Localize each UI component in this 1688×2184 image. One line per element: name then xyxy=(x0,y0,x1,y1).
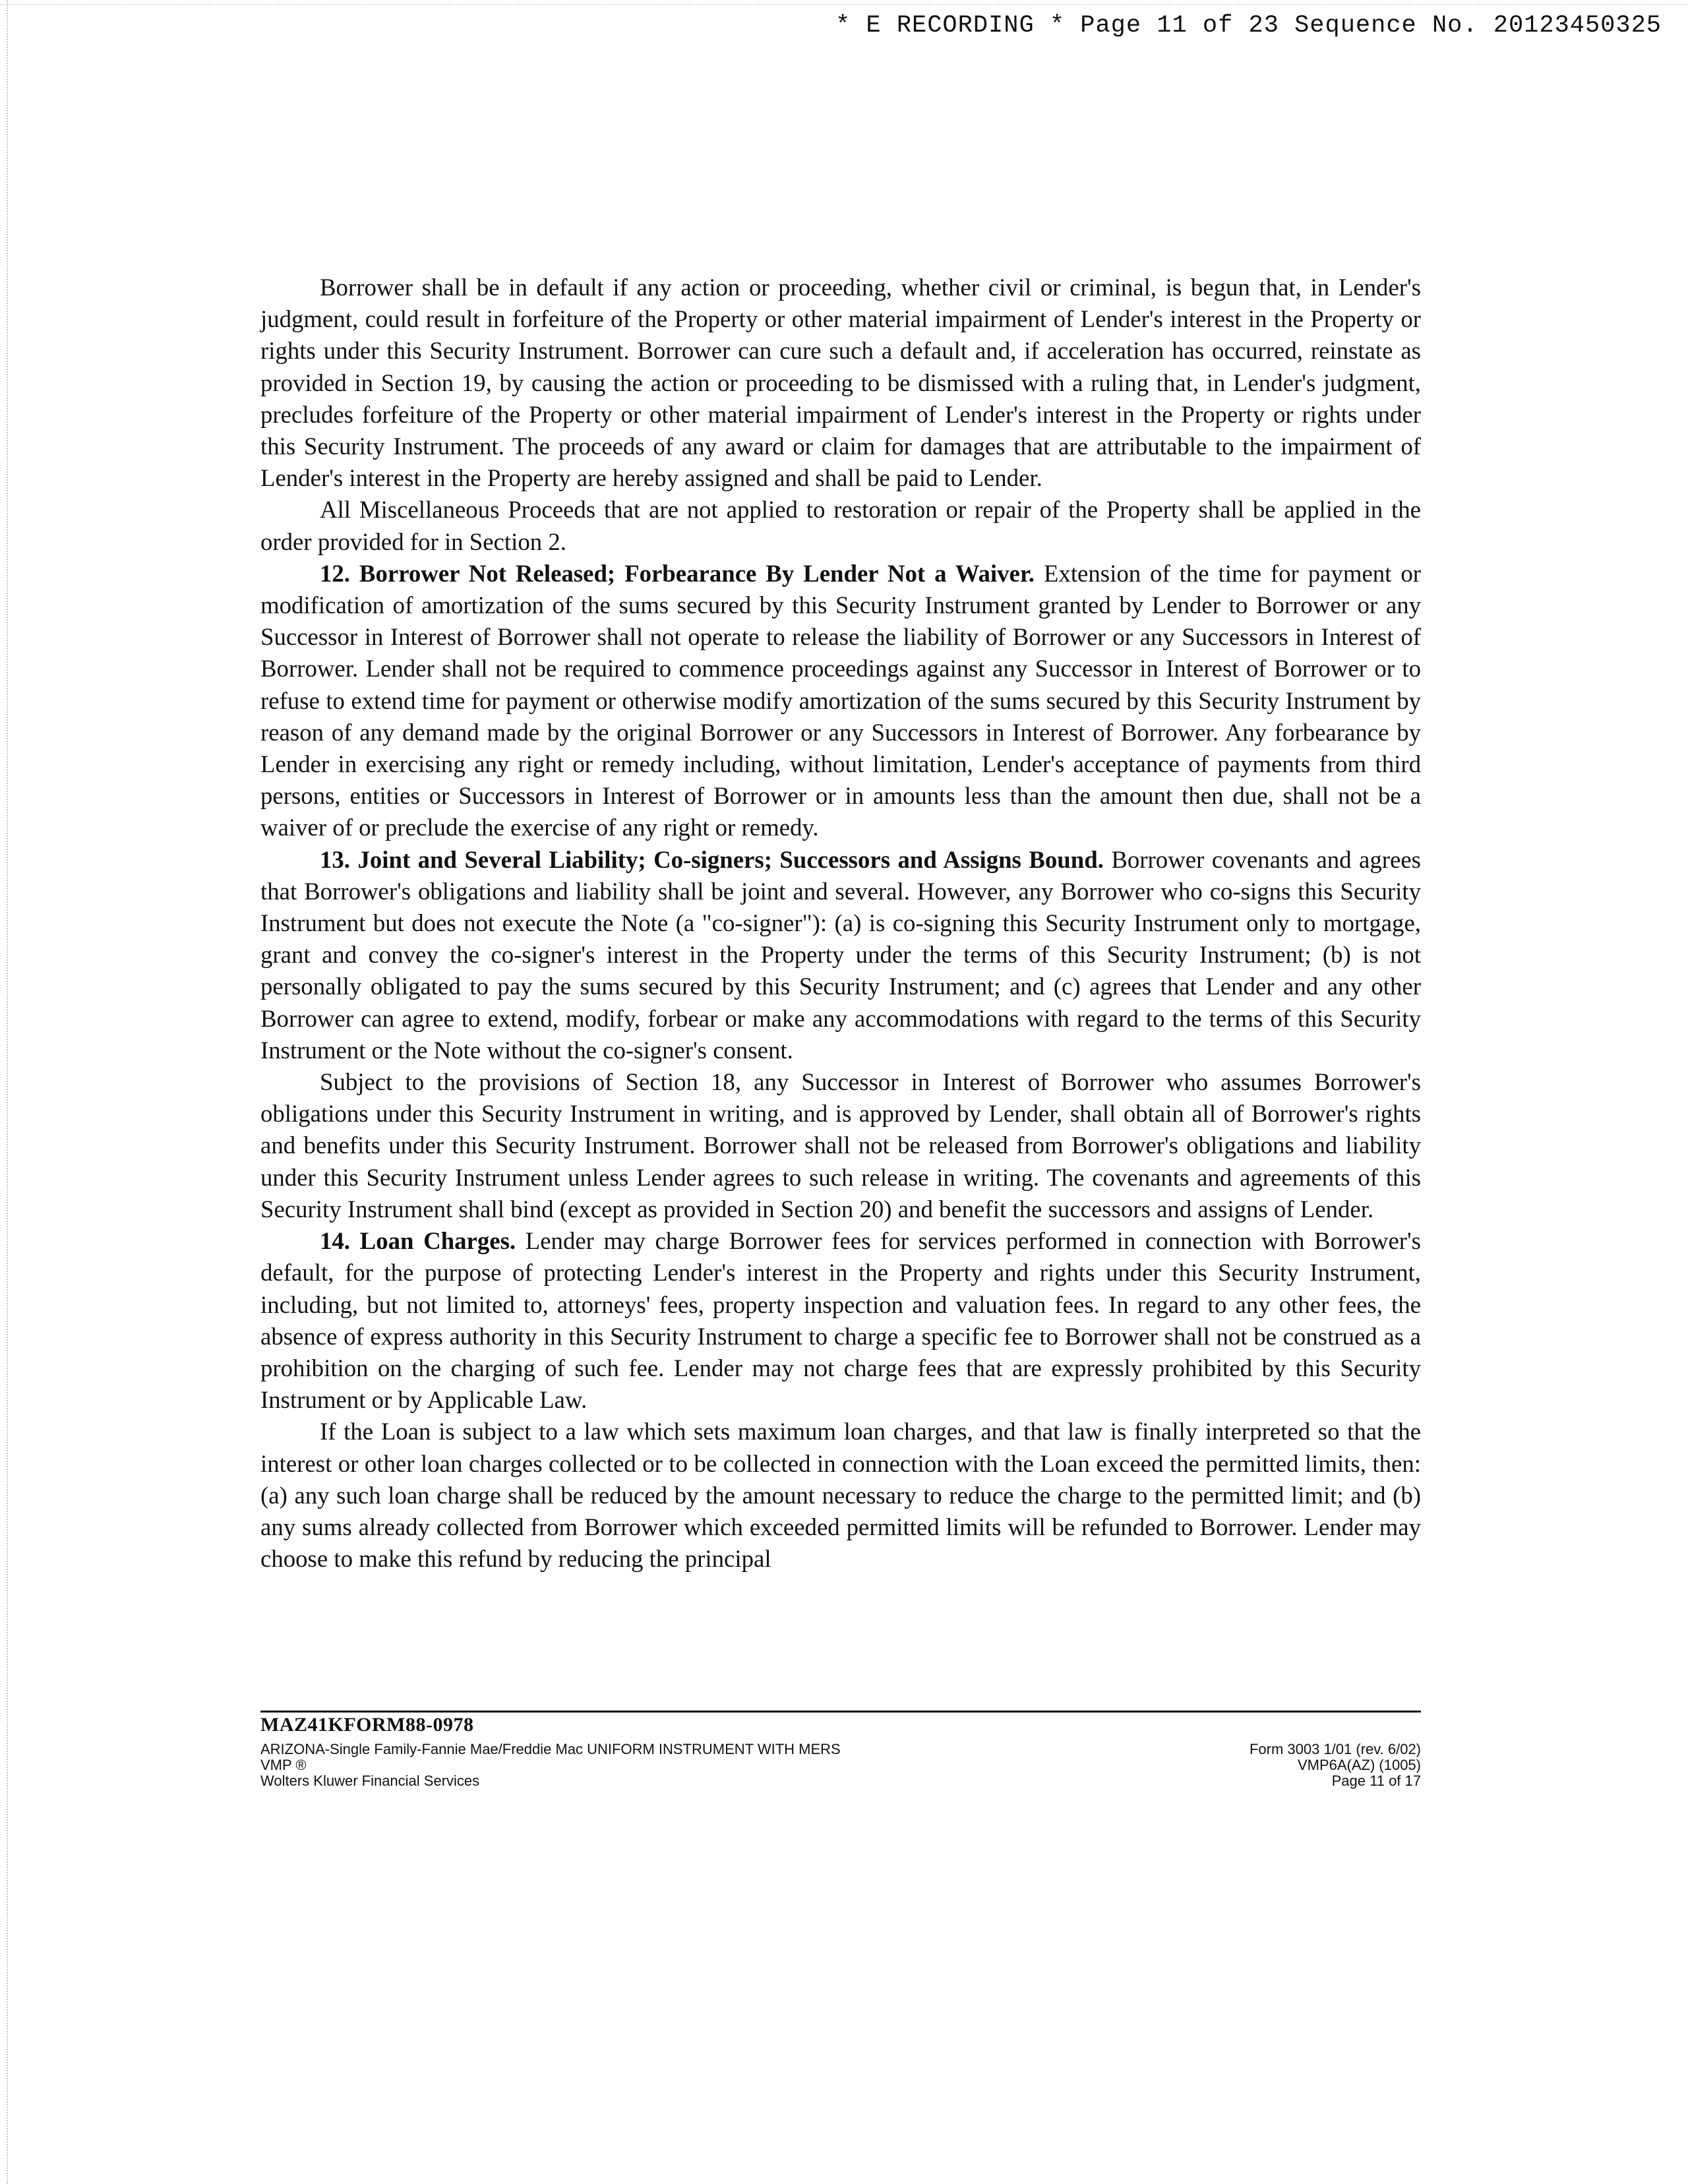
section-heading: 13. Joint and Several Liability; Co-signers; Successors and Assigns Bound. xyxy=(320,845,1104,873)
footer-right xyxy=(1250,1742,1421,1789)
paragraph-text: Subject to the provisions of Section 18, any Successor in Interest of Borrower who assumes Borrower's obligations under this Security Instrument in writing, and is approved by Lender, shall obtain all of Borrower's rights and benefits under this Security Instrument. Borrower shall not be released from Borrower's obligations and liability under this Security Instrument unless Lender agrees to such release in writing. The covenants and agreements of this Security Instrument shall bind (except as provided in Section 20) and benefit the successors and assigns of Lender. xyxy=(260,1068,1421,1223)
footer-publisher: Wolters Kluwer Financial Services xyxy=(260,1773,480,1789)
paragraph-text: Borrower shall be in default if any action or proceeding, whether civil or criminal, is begun that, in Lender's judgment, could result in forfeiture of the Property or other material impairment of Lender's interest in the Property or rights under this Security Instrument. Borrower can cure such a default and, if acceleration has occurred, reinstate as provided in Section 19, by causing the action or proceeding to be dismissed with a ruling that, in Lender's judgment, precludes forfeiture of the Property or other material impairment of Lender's interest in the Property or rights under this Security Instrument. The proceeds of any award or claim for damages that are attributable to the impairment of Lender's interest in the Property are hereby assigned and shall be paid to Lender. xyxy=(260,274,1421,492)
section-heading: 12. Borrower Not Released; Forbearance By Lender Not a Waiver. xyxy=(320,559,1035,587)
paragraph-successors xyxy=(260,1066,1421,1225)
section-14 xyxy=(260,1225,1421,1416)
scan-edge-top xyxy=(0,0,1688,5)
paragraph-text: Lender may charge Borrower fees for services performed in connection with Borrower's default, for the purpose of protecting Lender's interest in the Property and rights under this Security Instrument, including, but not limited to, attorneys' fees, property inspection and valuation fees. In regard to any other fees, the absence of express authority in this Security Instrument to charge a specific fee to Borrower shall not be construed as a prohibition on the charging of such fee. Lender may not charge fees that are expressly prohibited by this Security Instrument or by Applicable Law. xyxy=(260,1227,1421,1414)
paragraph-text: All Miscellaneous Proceeds that are not applied to restoration or repair of the Property shall be applied in the order provided for in Section 2. xyxy=(260,496,1421,555)
recording-header: * E RECORDING * Page 11 of 23 Sequence No. 20123450325 xyxy=(835,12,1662,40)
footer-vmp-mark: VMP ® xyxy=(260,1757,307,1773)
scan-edge-left xyxy=(0,0,8,2184)
document-body xyxy=(260,272,1421,1575)
section-12 xyxy=(260,558,1421,844)
paragraph-default-action xyxy=(260,272,1421,494)
section-heading: 14. Loan Charges. xyxy=(320,1227,516,1255)
footer-vmp-code: VMP6A(AZ) (1005) xyxy=(1297,1757,1421,1773)
footer-left xyxy=(260,1742,841,1789)
section-13 xyxy=(260,844,1421,1066)
footer-form-number: Form 3003 1/01 (rev. 6/02) xyxy=(1249,1741,1421,1757)
footer-divider xyxy=(260,1711,1421,1713)
paragraph-text: Extension of the time for payment or modification of amortization of the sums secured by this Security Instrument granted by Lender to Borrower or any Successor in Interest of Borrower shall not operate to release the liability of Borrower or any Successors in Interest of Borrower. Lender shall not be required to commence proceedings against any Successor in Interest of Borrower or to refuse to extend time for payment or otherwise modify amortization of the sums secured by this Security Instrument by reason of any demand made by the original Borrower or any Successors in Interest of Borrower. Any forbearance by Lender in exercising any right or remedy including, without limitation, Lender's acceptance of payments from third persons, entities or Successors in Interest of Borrower or in amounts less than the amount then due, shall not be a waiver of or preclude the exercise of any right or remedy. xyxy=(260,559,1421,841)
form-id: MAZ41KFORM88-0978 xyxy=(260,1714,474,1736)
footer-page-number: Page 11 of 17 xyxy=(1331,1773,1421,1789)
paragraph-text: Borrower covenants and agrees that Borrower's obligations and liability shall be joint and several. However, any Borrower who co-signs this Security Instrument but does not execute the Note (a "co-signer"): (a) is co-signing this Security Instrument only to mortgage, grant and convey the co-signer's interest in the Property under the terms of this Security Instrument; (b) is not personally obligated to pay the sums secured by this Security Instrument; and (c) agrees that Lender and any other Borrower can agree to extend, modify, forbear or make any accommodations with regard to the terms of this Security Instrument or the Note without the co-signer's consent. xyxy=(260,845,1421,1064)
paragraph-text: If the Loan is subject to a law which sets maximum loan charges, and that law is finally interpreted so that the interest or other loan charges collected or to be collected in connection with the Loan exceed the permitted limits, then: (a) any such loan charge shall be reduced by the amount necessary to reduce the charge to the permitted limit; and (b) any sums already collected from Borrower which exceeded permitted limits will be refunded to Borrower. Lender may choose to make this refund by reducing the principal xyxy=(260,1418,1421,1573)
paragraph-misc-proceeds xyxy=(260,494,1421,557)
footer-instrument-title: ARIZONA-Single Family-Fannie Mae/Freddie Mac UNIFORM INSTRUMENT WITH MERS xyxy=(260,1741,841,1757)
paragraph-loan-limits xyxy=(260,1416,1421,1575)
